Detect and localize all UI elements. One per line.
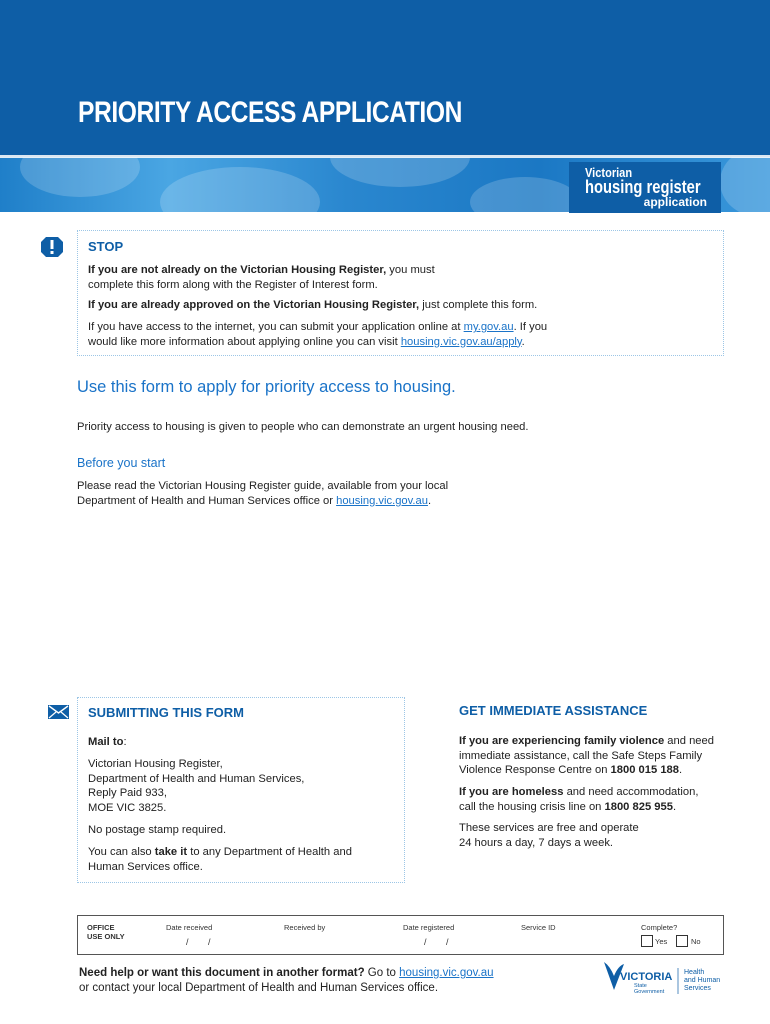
page-title: PRIORITY ACCESS APPLICATION bbox=[78, 96, 462, 129]
envelope-icon bbox=[48, 705, 69, 719]
stop-paragraph-3: If you have access to the internet, you can submit your application online at my.gov.au. If you would like more information about applying online you can visit housing.vic.gov.au/apply. bbox=[88, 321, 548, 348]
services-free-text: These services are free and operate 24 hours a day, 7 days a week. bbox=[459, 822, 639, 849]
logo-line-2: housing register bbox=[585, 177, 701, 197]
footer-housing-link[interactable]: housing.vic.gov.au bbox=[399, 967, 494, 979]
date-received-label: Date received bbox=[166, 923, 213, 932]
state-label: State bbox=[634, 983, 647, 989]
footer-help-text: Need help or want this document in another format? Go to housing.vic.gov.au or contact your local Department of Health and Human Services office. bbox=[79, 967, 494, 994]
exclamation-icon bbox=[40, 236, 64, 258]
complete-yes-label: Yes bbox=[655, 937, 668, 946]
date-received-slash-2: / bbox=[208, 937, 211, 947]
logo-line-1: Victorian bbox=[585, 165, 633, 180]
complete-no-label: No bbox=[691, 937, 701, 946]
complete-label: Complete? bbox=[641, 923, 678, 932]
before-you-start-heading: Before you start bbox=[77, 456, 166, 470]
date-received-slash-1: / bbox=[186, 937, 189, 947]
victoria-wordmark: VICTORIA bbox=[620, 971, 673, 983]
dept-line-2: and Human bbox=[684, 977, 721, 984]
intro-heading: Use this form to apply for priority access to housing. bbox=[77, 378, 456, 396]
date-registered-slash-2: / bbox=[446, 937, 449, 947]
stop-paragraph-1: If you are not already on the Victorian Housing Register, you must complete this form along with the Register of Interest form. bbox=[88, 264, 435, 291]
before-you-start-text: Please read the Victorian Housing Register guide, available from your local Department of Health and Human Services office or housing.vic.gov.au. bbox=[77, 480, 449, 507]
assistance-heading: GET IMMEDIATE ASSISTANCE bbox=[459, 703, 648, 718]
header-banner bbox=[0, 0, 770, 157]
vhr-logo bbox=[569, 162, 721, 213]
office-use-label: OFFICE USE ONLY bbox=[87, 923, 125, 941]
submitting-heading: SUBMITTING THIS FORM bbox=[88, 705, 244, 720]
complete-no-checkbox[interactable] bbox=[676, 935, 688, 947]
header-divider bbox=[0, 155, 770, 158]
intro-text: Priority access to housing is given to people who can demonstrate an urgent housing need. bbox=[77, 421, 529, 433]
complete-yes-checkbox[interactable] bbox=[641, 935, 653, 947]
received-by-label: Received by bbox=[284, 923, 326, 932]
dept-line-1: Health bbox=[684, 969, 705, 976]
homeless-text: If you are homeless and need accommodation, call the housing crisis line on 1800 825 955. bbox=[459, 786, 699, 813]
apply-online-link[interactable]: housing.vic.gov.au/apply bbox=[400, 335, 522, 348]
service-id-label: Service ID bbox=[521, 923, 556, 932]
date-registered-label: Date registered bbox=[403, 923, 455, 932]
mygov-link[interactable]: my.gov.au bbox=[463, 321, 514, 333]
government-label: Government bbox=[634, 989, 665, 995]
victoria-government-logo bbox=[604, 960, 728, 996]
no-stamp-text: No postage stamp required. bbox=[88, 824, 227, 836]
family-violence-text: If you are experiencing family violence and need immediate assistance, call the Safe Steps Family Violence Response Centre on 1800 015 188. bbox=[459, 735, 714, 776]
dept-line-3: Services bbox=[684, 985, 711, 992]
housing-vic-link[interactable]: housing.vic.gov.au bbox=[336, 494, 428, 507]
mailing-address: Victorian Housing Register, Department of Health and Human Services, Reply Paid 933, MOE VIC 3825. bbox=[88, 758, 305, 814]
take-it-text: You can also take it to any Department of Health and Human Services office. bbox=[88, 846, 352, 873]
office-use-box bbox=[77, 915, 724, 955]
stop-paragraph-2: If you are already approved on the Victorian Housing Register, just complete this form. bbox=[88, 299, 538, 311]
logo-line-3: application bbox=[643, 195, 707, 209]
mail-to-label: Mail to: bbox=[88, 736, 127, 748]
date-registered-slash-1: / bbox=[424, 937, 427, 947]
stop-heading: STOP bbox=[88, 239, 124, 254]
